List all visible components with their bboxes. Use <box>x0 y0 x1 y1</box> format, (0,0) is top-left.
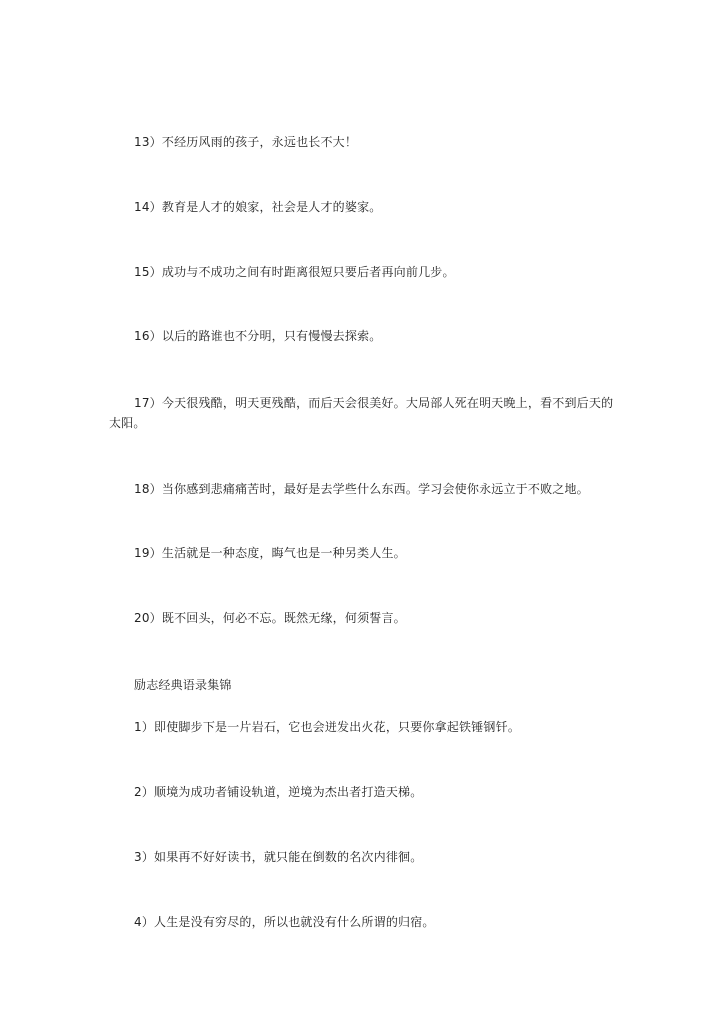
quote-18: 18）当你感到悲痛痛苦时，最好是去学些什么东西。学习会使你永远立于不败之地。 <box>134 482 589 496</box>
quote-20: 20）既不回头，何必不忘。既然无缘，何须誓言。 <box>134 611 406 625</box>
quote-19: 19）生活就是一种态度，晦气也是一种另类人生。 <box>134 546 406 560</box>
section-heading: 励志经典语录集锦 <box>134 678 232 692</box>
quote-15: 15）成功与不成功之间有时距离很短只要后者再向前几步。 <box>134 265 455 279</box>
quote-14: 14）教育是人才的娘家，社会是人才的婆家。 <box>134 200 382 214</box>
quote-4: 4）人生是没有穷尽的，所以也就没有什么所谓的归宿。 <box>134 915 435 929</box>
quote-17: 17）今天很残酷，明天更残酷，而后天会很美好。大局部人死在明天晚上，看不到后天的太阳。 <box>109 396 614 430</box>
quote-1: 1）即使脚步下是一片岩石，它也会迸发出火花，只要你拿起铁锤钢钎。 <box>134 720 521 734</box>
quote-3: 3）如果再不好好读书，就只能在倒数的名次内徘徊。 <box>134 850 423 864</box>
quote-13: 13）不经历风雨的孩子，永远也长不大！ <box>134 135 358 149</box>
quote-2: 2）顺境为成功者铺设轨道，逆境为杰出者打造天梯。 <box>134 785 423 799</box>
quote-16: 16）以后的路谁也不分明，只有慢慢去探索。 <box>134 329 382 343</box>
